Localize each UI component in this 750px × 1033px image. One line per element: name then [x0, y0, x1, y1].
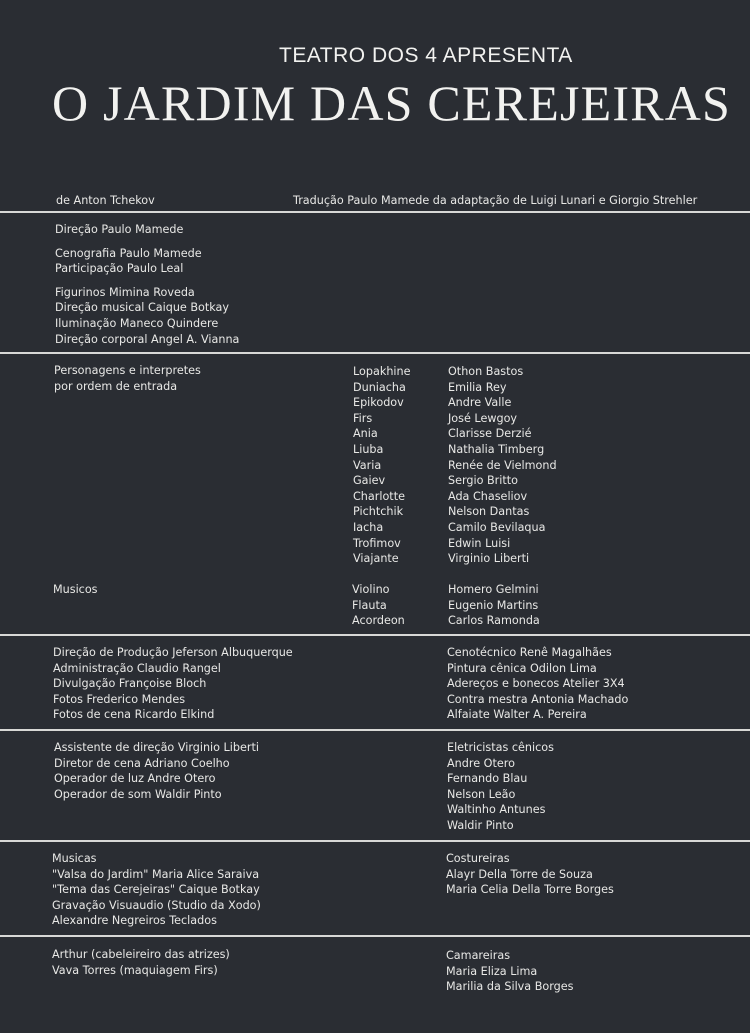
credit-line: Cenografia Paulo Mamede: [55, 246, 202, 260]
character: Ania: [353, 427, 378, 441]
character: Varia: [353, 458, 382, 472]
credit-line: Musicas: [52, 852, 97, 865]
credit-line: Assistente de direção Virginio Liberti: [54, 741, 259, 754]
actor: Camilo Bevilaqua: [448, 520, 546, 534]
character: Gaiev: [353, 474, 386, 488]
instrument: Acordeon: [352, 614, 405, 628]
credit-line: Alayr Della Torre de Souza: [446, 867, 593, 881]
cast-label: [54, 363, 201, 394]
character: Liuba: [353, 442, 384, 456]
musician: Carlos Ramonda: [448, 614, 540, 628]
credit-line: Costureiras: [446, 852, 510, 865]
credit-line: Arthur (cabeleireiro das atrizes): [52, 948, 230, 961]
musician-list: [448, 582, 540, 629]
actor: Virginio Liberti: [448, 552, 530, 566]
credit-line: Adereços e bonecos Atelier 3X4: [447, 677, 625, 691]
author-credit: de Anton Tchekov: [56, 194, 155, 207]
credit-line: Nelson Leão: [447, 787, 516, 801]
music-credits-right: [446, 851, 614, 898]
stage-credits-left: [54, 740, 259, 802]
credit-line: Contra mestra Antonia Machado: [447, 692, 629, 706]
credit-line: Diretor de cena Adriano Coelho: [54, 756, 230, 770]
credit-line: "Tema das Cerejeiras" Caique Botkay: [52, 883, 260, 897]
musician: Eugenio Martins: [448, 598, 539, 612]
production-credits-right: [447, 645, 628, 723]
credit-line: Gravação Visuaudio (Studio da Xodo): [52, 898, 261, 912]
musician: Homero Gelmini: [448, 583, 539, 596]
actor: Sergio Britto: [448, 474, 518, 488]
character: Viajante: [353, 552, 399, 566]
character-list: [353, 364, 411, 567]
musicians-label: Musicos: [53, 583, 98, 596]
actor: Emilia Rey: [448, 380, 507, 394]
credit-line: Participação Paulo Leal: [55, 262, 184, 276]
actor: Andre Valle: [448, 396, 512, 410]
credit-line: Direção Paulo Mamede: [55, 223, 184, 236]
character: Charlotte: [353, 489, 405, 503]
credit-line: Maria Celia Della Torre Borges: [446, 883, 614, 897]
actor: José Lewgoy: [448, 411, 518, 425]
label-line: por ordem de entrada: [54, 379, 178, 393]
actor: Ada Chaseliov: [448, 489, 528, 503]
dresser-credits-left: [52, 947, 230, 978]
character: Duniacha: [353, 380, 406, 394]
credit-line: Fotos Frederico Mendes: [53, 692, 186, 706]
divider: [0, 352, 750, 354]
presents-heading: TEATRO DOS 4 APRESENTA: [279, 44, 573, 67]
credit-line: Waldir Pinto: [447, 818, 514, 832]
credit-line: Vava Torres (maquiagem Firs): [52, 963, 218, 977]
instrument-list: [352, 582, 405, 629]
credit-line: Iluminação Maneco Quindere: [55, 316, 219, 330]
direction-credits: [55, 222, 239, 347]
dresser-credits-right: [446, 948, 573, 995]
credit-line: Direção de Produção Jeferson Albuquerque: [53, 646, 293, 659]
credit-line: Alfaiate Walter A. Pereira: [447, 708, 587, 722]
credit-line: Direção musical Caique Botkay: [55, 301, 230, 315]
credit-line: Marilia da Silva Borges: [446, 980, 574, 994]
credit-line: Eletricistas cênicos: [447, 741, 554, 754]
actor: Clarisse Derzié: [448, 427, 532, 441]
credit-line: Waltinho Antunes: [447, 803, 546, 817]
play-title: O JARDIM DAS CEREJEIRAS: [52, 75, 732, 131]
credit-line: "Valsa do Jardim" Maria Alice Saraiva: [52, 867, 260, 881]
credit-line: Pintura cênica Odilon Lima: [447, 661, 597, 675]
stage-credits-right: [447, 740, 554, 834]
divider: [0, 729, 750, 731]
credit-line: Administração Claudio Rangel: [53, 661, 221, 675]
credit-line: Operador de som Waldir Pinto: [54, 787, 222, 801]
character: Firs: [353, 411, 373, 425]
actor: Othon Bastos: [448, 365, 524, 378]
character: Iacha: [353, 520, 384, 534]
credit-line: Alexandre Negreiros Teclados: [52, 914, 217, 928]
character: Lopakhine: [353, 365, 411, 378]
character: Epikodov: [353, 396, 404, 410]
actor-list: [448, 364, 557, 567]
divider: [0, 840, 750, 842]
production-credits-left: [53, 645, 293, 723]
translation-credit: Tradução Paulo Mamede da adaptação de Luigi Lunari e Giorgio Strehler: [293, 194, 698, 207]
credit-line: Operador de luz Andre Otero: [54, 772, 216, 786]
credit-line: Figurinos Mimina Roveda: [55, 285, 195, 299]
music-credits-left: [52, 851, 261, 929]
credit-line: Fotos de cena Ricardo Elkind: [53, 708, 215, 722]
credit-line: Andre Otero: [447, 756, 515, 770]
credit-line: Fernando Blau: [447, 772, 528, 786]
divider: [0, 935, 750, 937]
instrument: Violino: [352, 583, 390, 596]
actor: Edwin Luisi: [448, 536, 511, 550]
instrument: Flauta: [352, 598, 387, 612]
character: Pichtchik: [353, 505, 404, 519]
credit-line: Direção corporal Angel A. Vianna: [55, 332, 240, 346]
divider: [0, 211, 750, 213]
label-line: Personagens e interpretes: [54, 364, 201, 377]
credit-line: Maria Eliza Lima: [446, 964, 538, 978]
actor: Renée de Vielmond: [448, 458, 557, 472]
divider: [0, 634, 750, 636]
credit-line: Divulgação Françoise Bloch: [53, 677, 207, 691]
character: Trofimov: [353, 536, 401, 550]
actor: Nelson Dantas: [448, 505, 530, 519]
credit-line: Cenotécnico Renê Magalhães: [447, 646, 612, 659]
credit-line: Camareiras: [446, 949, 511, 962]
actor: Nathalia Timberg: [448, 442, 545, 456]
